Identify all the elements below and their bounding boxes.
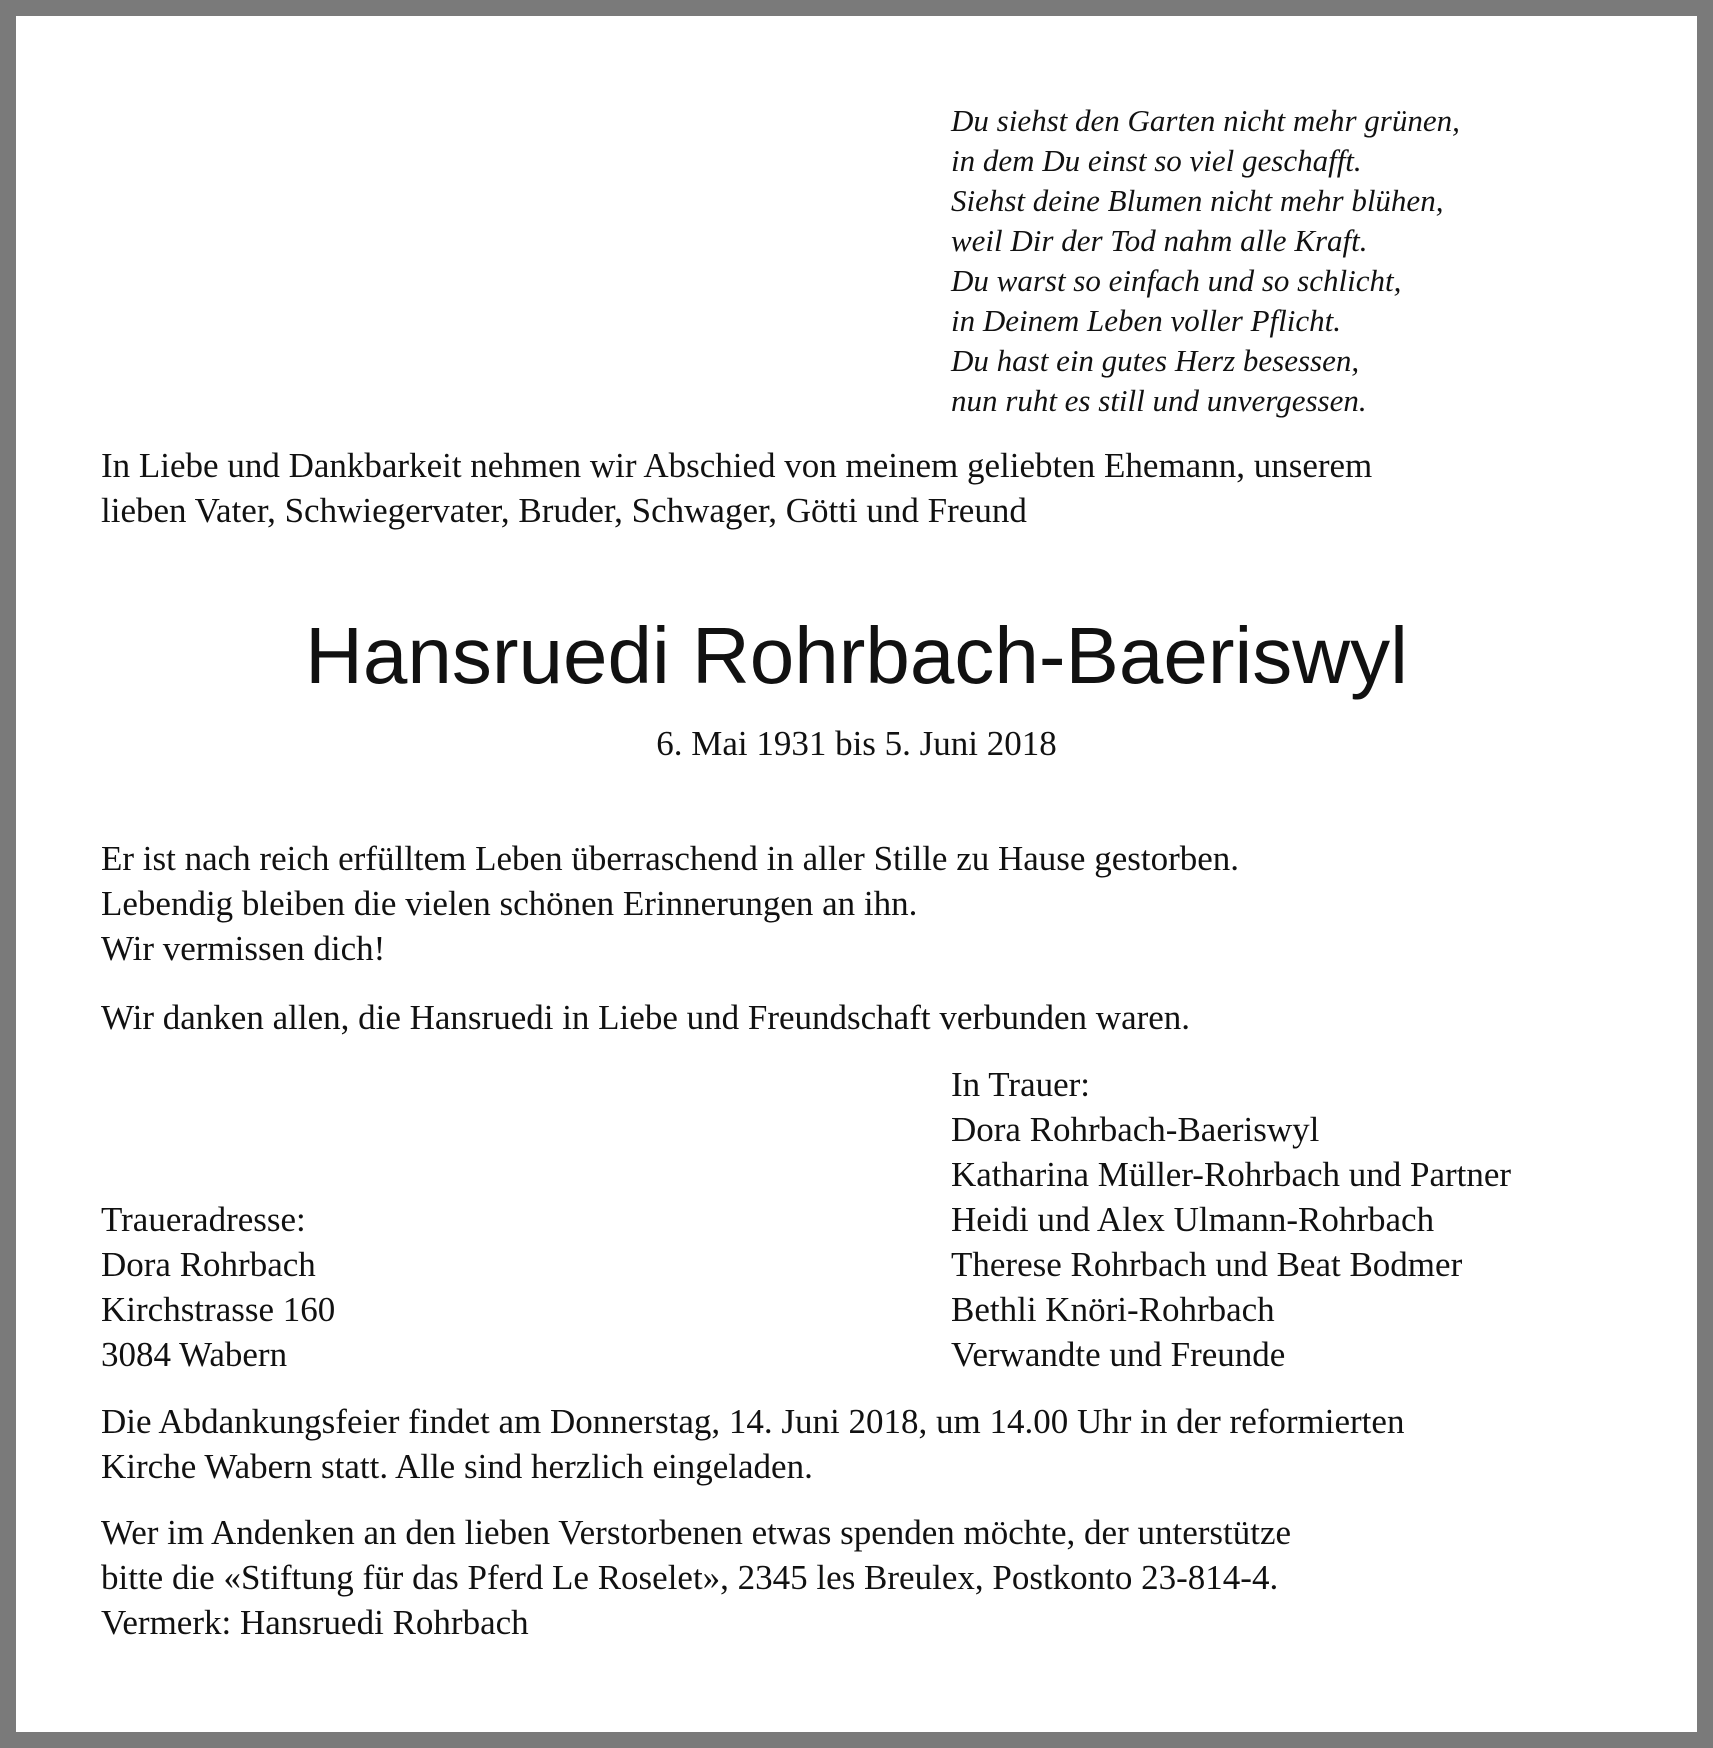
donation-line: bitte die «Stiftung für das Pferd Le Roselet», 2345 les Breulex, Postkonto 23-814-4. — [101, 1558, 1279, 1597]
ceremony-paragraph — [101, 1399, 1404, 1489]
mourner-name: Dora Rohrbach-Baeriswyl — [951, 1110, 1320, 1149]
address-heading: Traueradresse: — [101, 1200, 306, 1239]
intro-line: lieben Vater, Schwiegervater, Bruder, Schwager, Götti und Freund — [101, 491, 1027, 530]
poem-line: nun ruht es still und unvergessen. — [951, 383, 1367, 418]
mourner-name: Bethli Knöri-Rohrbach — [951, 1290, 1275, 1329]
donation-paragraph — [101, 1510, 1291, 1645]
obituary-page — [16, 16, 1697, 1732]
message-paragraph — [101, 836, 1239, 971]
intro-paragraph — [101, 443, 1372, 533]
mourning-list — [951, 1062, 1511, 1377]
donation-line: Vermerk: Hansruedi Rohrbach — [101, 1603, 529, 1642]
message-line: Wir vermissen dich! — [101, 929, 386, 968]
poem-line: Siehst deine Blumen nicht mehr blühen, — [951, 183, 1444, 218]
thanks-paragraph — [101, 995, 1190, 1040]
thanks-line: Wir danken allen, die Hansruedi in Liebe und Freundschaft verbunden waren. — [101, 998, 1191, 1037]
deceased-name: Hansruedi Rohrbach-Baeriswyl — [305, 611, 1408, 700]
mourning-heading: In Trauer: — [951, 1065, 1091, 1104]
poem-line: Du warst so einfach und so schlicht, — [951, 263, 1402, 298]
poem — [951, 101, 1460, 421]
poem-line: in Deinem Leben voller Pflicht. — [951, 303, 1341, 338]
life-dates: 6. Mai 1931 bis 5. Juni 2018 — [656, 724, 1057, 763]
ceremony-line: Die Abdankungsfeier findet am Donnerstag, 14. Juni 2018, um 14.00 Uhr in der reformierten — [101, 1402, 1405, 1441]
mourner-name: Verwandte und Freunde — [951, 1335, 1286, 1374]
address-line: 3084 Wabern — [101, 1335, 288, 1374]
poem-line: weil Dir der Tod nahm alle Kraft. — [951, 223, 1368, 258]
donation-line: Wer im Andenken an den lieben Verstorbenen etwas spenden möchte, der unterstütze — [101, 1513, 1292, 1552]
mourning-address — [101, 1197, 335, 1377]
poem-line: in dem Du einst so viel geschafft. — [951, 143, 1362, 178]
message-line: Lebendig bleiben die vielen schönen Erinnerungen an ihn. — [101, 884, 918, 923]
ceremony-line: Kirche Wabern statt. Alle sind herzlich eingeladen. — [101, 1447, 813, 1486]
message-line: Er ist nach reich erfülltem Leben überraschend in aller Stille zu Hause gestorben. — [101, 839, 1240, 878]
address-line: Kirchstrasse 160 — [101, 1290, 336, 1329]
intro-line: In Liebe und Dankbarkeit nehmen wir Abschied von meinem geliebten Ehemann, unserem — [101, 446, 1373, 485]
poem-line: Du hast ein gutes Herz besessen, — [951, 343, 1360, 378]
mourner-name: Therese Rohrbach und Beat Bodmer — [951, 1245, 1463, 1284]
mourner-name: Heidi und Alex Ulmann-Rohrbach — [951, 1200, 1435, 1239]
address-line: Dora Rohrbach — [101, 1245, 316, 1284]
poem-line: Du siehst den Garten nicht mehr grünen, — [951, 103, 1460, 138]
mourner-name: Katharina Müller-Rohrbach und Partner — [951, 1155, 1512, 1194]
